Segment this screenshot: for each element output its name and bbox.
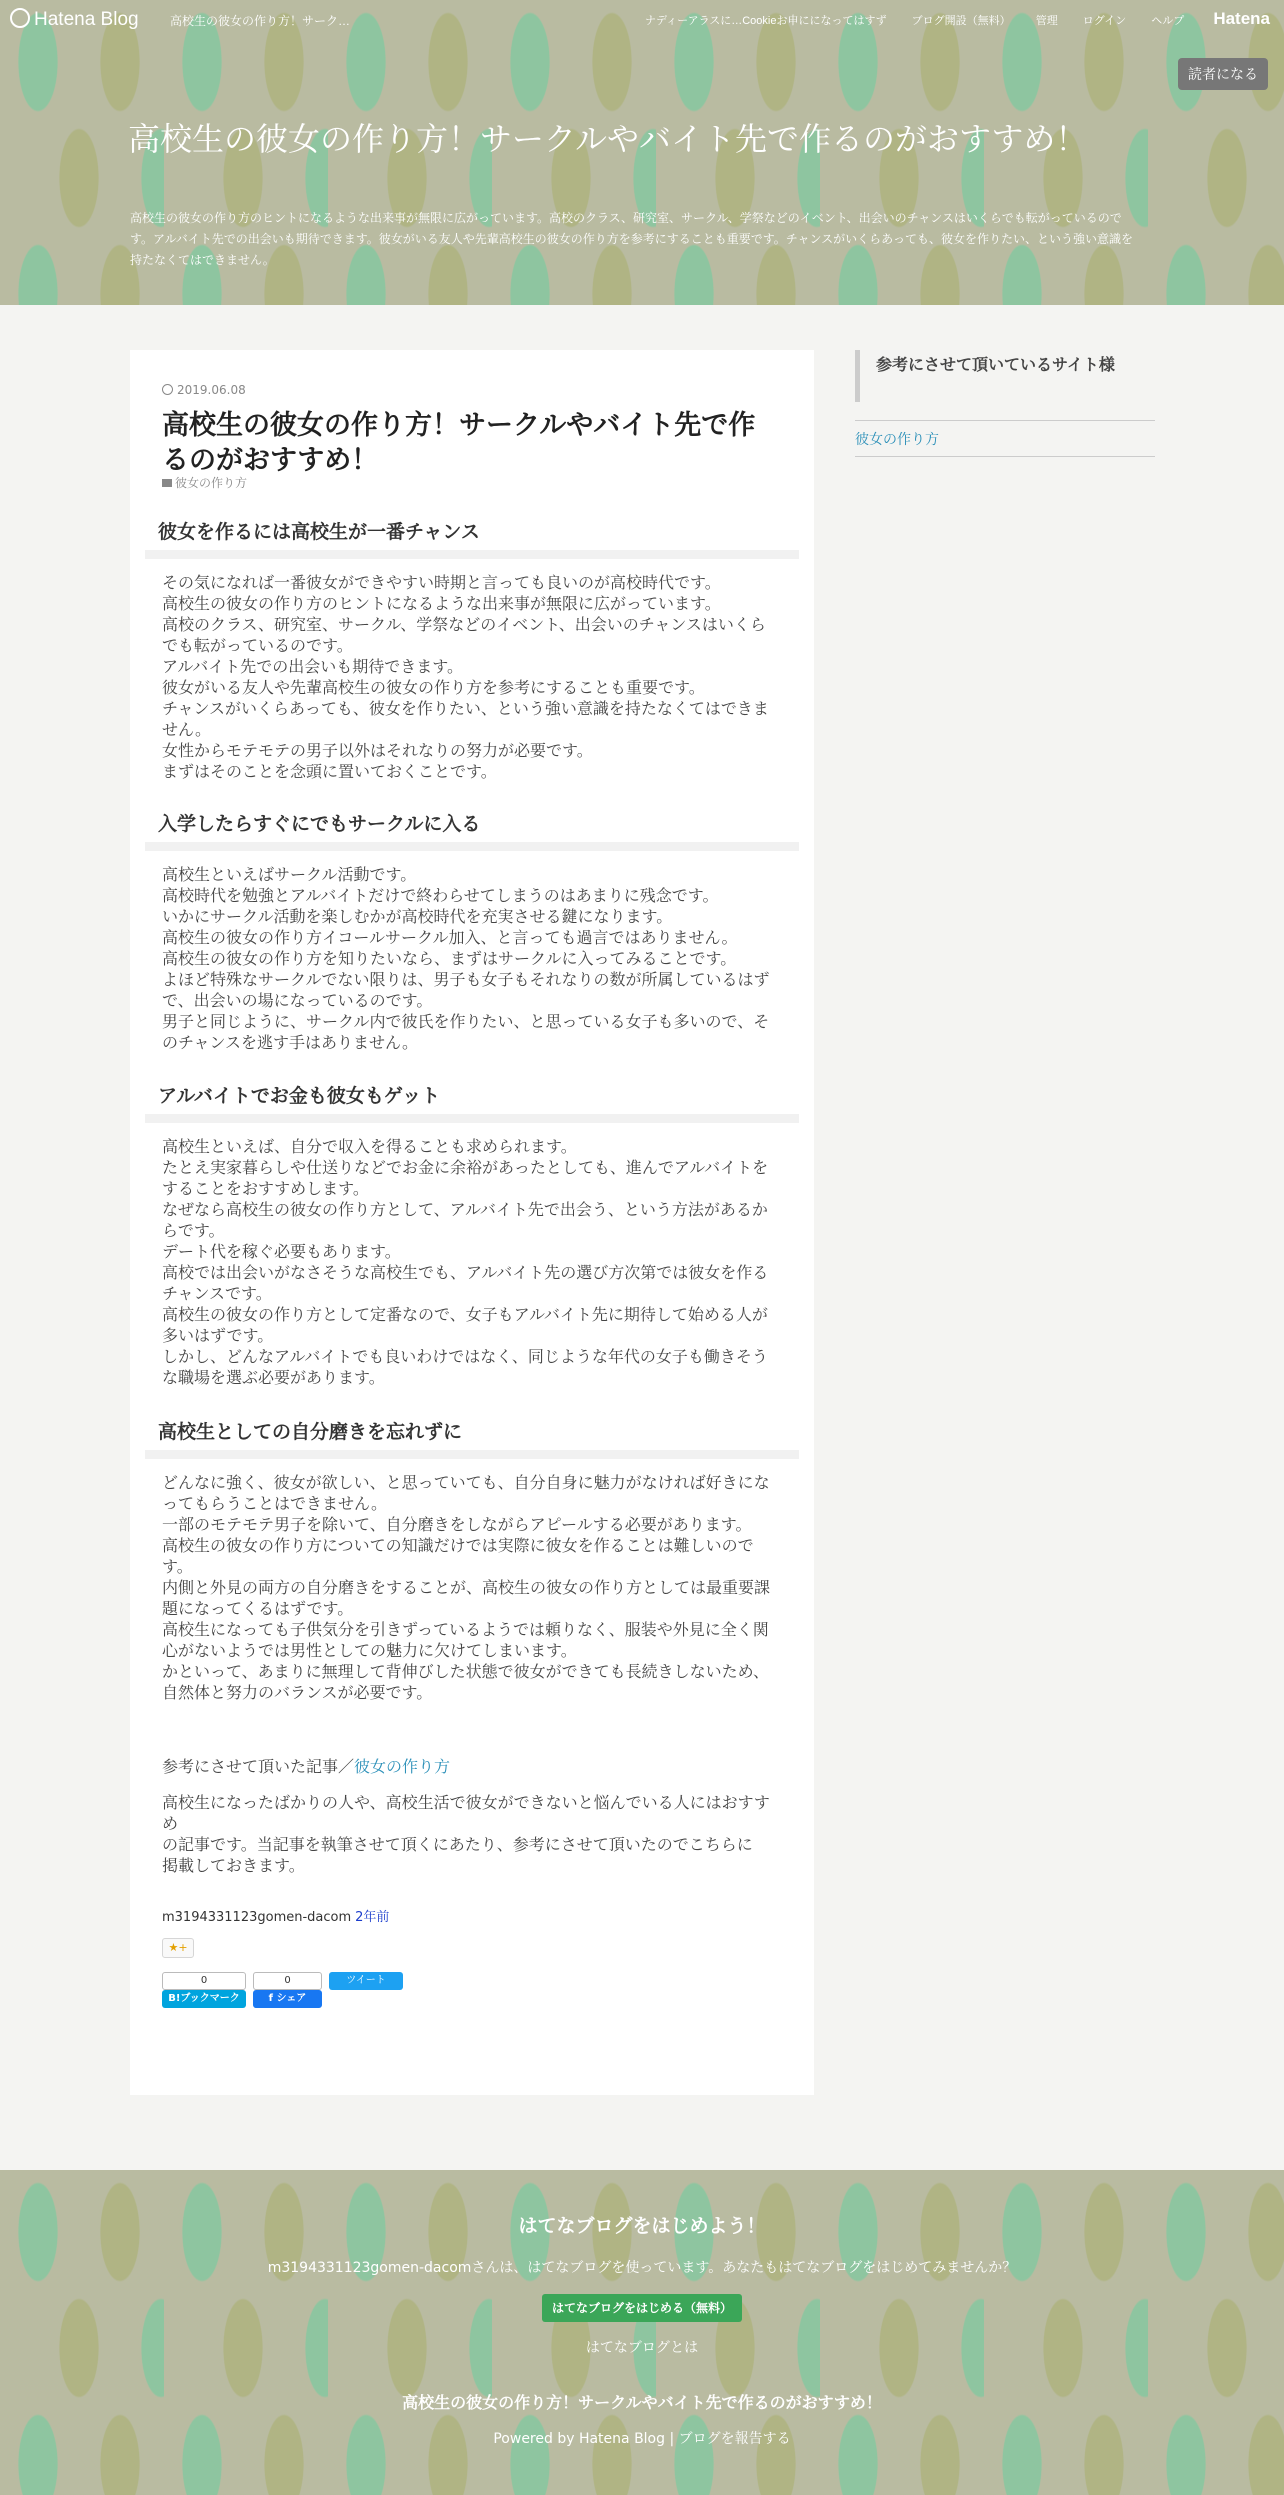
paragraph-line: 掲載しておきます。 [162,1856,305,1875]
paragraph-line: することをおすすめします。 [162,1179,369,1198]
post-title[interactable]: 高校生の彼女の作り方！サークルやバイト先で作るのがおすすめ！ [162,410,756,476]
paragraph-line: チャンスです。 [162,1284,272,1303]
entry-footer [162,1906,389,1925]
heading-underline [145,550,799,559]
paragraph-line: 高校生の彼女の作り方を知りたいなら、まずはサークルに入ってみることです。 [162,949,737,968]
paragraph-line: デート代を稼ぐ必要もあります。 [162,1242,401,1261]
paragraph-line: でも転がっているのです。 [162,636,353,655]
section-heading: 高校生としての自分磨きを忘れずに [145,1418,812,1446]
facebook-count: 0 [253,1972,322,1990]
divider [855,420,1155,421]
post-category[interactable]: 彼女の作り方 [162,474,247,491]
paragraph-line: 高校時代を勉強とアルバイトだけで終わらせてしまうのはあまりに残念です。 [162,886,719,905]
global-header [0,0,1284,38]
folder-icon [162,479,172,487]
heading-underline [145,1114,799,1123]
nav-link-start-blog[interactable]: ブログ開設（無料） [911,15,1011,27]
paragraph-line: 自然体と努力のバランスが必要です。 [162,1683,433,1702]
paragraph-line: チャンスがいくらあっても、彼女を作りたい、という強い意識を持たなくてはできま [162,699,769,718]
paragraph-line: ってもらうことはできません。 [162,1494,387,1513]
hatena-brand[interactable]: Hatena [1213,9,1270,28]
paragraph-line: アルバイト先での出会いも期待できます。 [162,657,463,676]
reference-paragraph [162,1792,774,1876]
bookmark-count: 0 [162,1972,246,1990]
paragraph-line: の記事です。当記事を執筆させて頂くにあたり、参考にさせて頂いたのでこちらに [162,1835,753,1854]
paragraph-line: 男子と同じように、サークル内で彼氏を作りたい、と思っている女子も多いので、そ [162,1012,770,1031]
paragraph-line: まずはそのことを念頭に置いておくことです。 [162,762,497,781]
post-age-link[interactable]: 2年前 [355,1910,390,1925]
paragraph-line: なぜなら高校生の彼女の作り方として、アルバイト先で出会う、という方法があるか [162,1200,768,1219]
start-blog-button[interactable]: はてなブログをはじめる（無料） [542,2294,742,2322]
heading-underline [145,842,799,851]
post-date[interactable]: 2019.06.08 [162,383,246,397]
clock-icon [162,384,173,395]
blog-title-dropdown[interactable]: 高校生の彼女の作り方！サーク… [170,14,351,28]
paragraph-line: 多いはずです。 [162,1326,274,1345]
paragraph-line: らです。 [162,1221,225,1240]
paragraph-line: 高校生の彼女の作り方についての知識だけでは実際に彼女を作ることは難しいので [162,1536,754,1555]
about-hatena-link[interactable]: はてなブログとは [585,2340,699,2356]
footer-title: はてなブログをはじめよう！ [518,2215,766,2237]
paragraph-line: かといって、あまりに無理して背伸びした状態で彼女ができても長続きしないため、 [162,1662,770,1681]
hatena-logo-icon [10,8,30,28]
sidebar-link[interactable]: 彼女の作り方 [855,432,939,448]
paragraph-line: のチャンスを逃す手はありません。 [162,1033,419,1052]
paragraph-line: たとえ実家暮らしや仕送りなどでお金に余裕があったとしても、進んでアルバイトを [162,1158,769,1177]
paragraph-line: しかし、どんなアルバイトでも良いわけではなく、同じような年代の女子も働きそう [162,1347,768,1366]
divider [855,456,1155,457]
powered-by[interactable]: Powered by Hatena Blog | ブログを報告する [493,2431,791,2447]
tweet-button[interactable]: ツイート [329,1972,403,1990]
section-paragraph [162,864,774,1053]
section-paragraph [162,1472,774,1703]
section-paragraph [162,1136,774,1388]
paragraph-line: 題になってくるはずです。 [162,1599,354,1618]
paragraph-line: 高校生になっても子供気分を引きずっているようでは頼りなく、服装や外見に全く関 [162,1620,769,1639]
bookmark-button[interactable]: B!ブックマーク [162,1990,246,2008]
paragraph-line: よほど特殊なサークルでない限りは、男子も女子もそれなりの数が所属しているはず [162,970,770,989]
paragraph-line: 高校生の彼女の作り方として定番なので、女子もアルバイト先に期待して始める人が [162,1305,768,1324]
paragraph-line: な職場を選ぶ必要があります。 [162,1368,385,1387]
section-heading: アルバイトでお金も彼女もゲット [145,1082,812,1110]
add-star-button[interactable]: ★+ [162,1938,194,1958]
sidebar-heading: 参考にさせて頂いているサイト様 [855,350,1155,402]
paragraph-line: 内側と外見の両方の自分磨きをすることが、高校生の彼女の作り方としては最重要課 [162,1578,771,1597]
reference-link[interactable]: 彼女の作り方 [354,1757,451,1776]
facebook-share-button[interactable]: f シェア [253,1990,322,2008]
paragraph-line: す。 [162,1557,193,1576]
nav-link-login[interactable]: ログイン [1082,15,1127,27]
heading-underline [145,1450,799,1459]
blog-description: 高校生の彼女の作り方のヒントになるような出来事が無限に広がっています。高校のクラス、研究室、サークル、学祭などのイベント、出会いのチャンスはいくらでも転がっているのです。アルバイト先での出会いも期待できます。彼女がいる友人や先輩高校生の彼女の作り方を参考にすることも重要です。チャンスがいくらあっても、彼女を作りたい、という強い意識を持たなくてはできません。 [130,211,1133,267]
footer-subtext: m3194331123gomen-dacomさんは、はてなブログを使っています。あなたもはてなブログをはじめてみませんか？ [267,2260,1017,2276]
paragraph-line: 心がないようでは男性としての魅力に欠けてしまいます。 [162,1641,577,1660]
nav-link-notice[interactable]: ナディーアラスに…Cookieお申にになってはすず [645,15,887,27]
nav-link-help[interactable]: ヘルプ [1151,15,1185,27]
paragraph-line: 高校生といえばサークル活動です。 [162,865,417,884]
paragraph-line: 高校のクラス、研究室、サークル、学祭などのイベント、出会いのチャンスはいくら [162,615,766,634]
paragraph-line: で、出会いの場になっているのです。 [162,991,433,1010]
section-heading: 入学したらすぐにでもサークルに入る [145,810,812,838]
hatena-blog-logo[interactable]: Hatena Blog [10,8,139,31]
reference-line: 参考にさせて頂いた記事／彼女の作り方 [162,1757,451,1776]
footer-blog-title[interactable]: 高校生の彼女の作り方！サークルやバイト先で作るのがおすすめ！ [402,2393,882,2412]
paragraph-line: いかにサークル活動を楽しむかが高校時代を充実させる鍵になります。 [162,907,673,926]
paragraph-line: 高校生になったばかりの人や、高校生活で彼女ができないと悩んでいる人にはおすすめ [162,1793,770,1833]
global-nav [645,12,1206,28]
paragraph-line: 高校生の彼女の作り方のヒントになるような出来事が無限に広がっています。 [162,594,721,613]
paragraph-line: 高校生の彼女の作り方イコールサークル加入、と言っても過言ではありません。 [162,928,738,947]
paragraph-line: 女性からモテモテの男子以外はそれなりの努力が必要です。 [162,741,593,760]
paragraph-line: その気になれば一番彼女ができやすい時期と言っても良いのが高校時代です。 [162,573,721,592]
paragraph-line: 彼女がいる友人や先輩高校生の彼女の作り方を参考にすることも重要です。 [162,678,705,697]
paragraph-line: どんなに強く、彼女が欲しい、と思っていても、自分自身に魅力がなければ好きにな [162,1473,770,1492]
paragraph-line: 一部のモテモテ男子を除いて、自分磨きをしながらアピールする必要があります。 [162,1515,752,1534]
section-heading: 彼女を作るには高校生が一番チャンス [145,518,812,546]
blog-title[interactable]: 高校生の彼女の作り方！サークルやバイト先で作るのがおすすめ！ [128,120,1088,158]
paragraph-line: せん。 [162,720,211,739]
section-paragraph [162,572,774,782]
nav-link-admin[interactable]: 管理 [1035,15,1058,27]
author-name[interactable]: m3194331123gomen-dacom [162,1910,352,1925]
paragraph-line: 高校生といえば、自分で収入を得ることも求められます。 [162,1137,577,1156]
subscribe-button[interactable]: 読者になる [1178,58,1268,90]
paragraph-line: 高校では出会いがなさそうな高校生でも、アルバイト先の選び方次第では彼女を作る [162,1263,769,1282]
